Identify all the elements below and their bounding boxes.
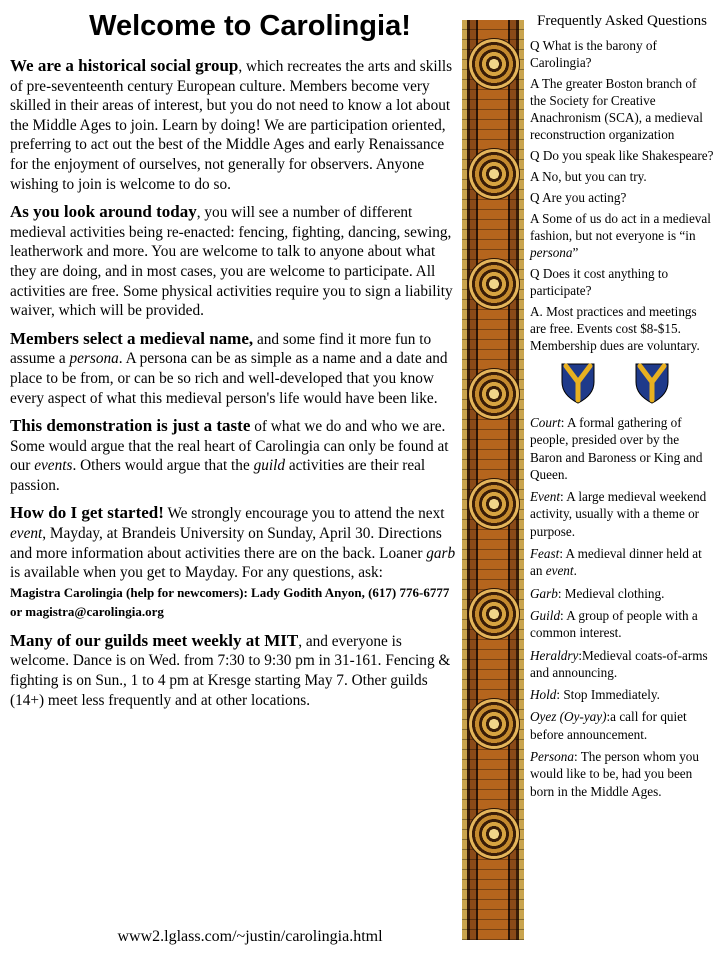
guilds-lead: Many of our guilds meet weekly at MIT	[10, 630, 299, 650]
faq-line: A The greater Boston branch of the Society for Creative Anachronism (SCA), a medieval reconstruction organization	[530, 76, 703, 142]
guild-italic: guild	[253, 457, 286, 475]
faq-line: Q Do you speak like Shakespeare?	[530, 148, 714, 163]
celtic-knot-icon	[468, 588, 520, 640]
faq-line: A. Most practices and meetings are free. Events cost $8-$15. Membership dues are voluntary.	[530, 304, 700, 353]
get-started-text-2: , Mayday, at Brandeis University on Sunday, April 30. Directions and more information about activities there are on the back. Loaner	[10, 525, 442, 562]
glossary-def: : A formal gathering of people, presided over by the Baron and Baroness or King and Queen.	[530, 415, 703, 482]
glossary-def: : A medieval dinner held at an	[530, 546, 702, 579]
demonstration-text-1: of what we do and who we are. Some would argue that the real heart of Carolingia can only be found at our	[10, 418, 449, 475]
glossary-def: :a call for quiet before announcement.	[530, 709, 687, 742]
glossary-entry	[530, 488, 714, 540]
contact-info: Magistra Carolingia (help for newcomers): Lady Godith Anyon, (617) 776-6777 or magistra@carolingia.org	[10, 584, 450, 619]
events-italic: events	[34, 457, 73, 475]
get-started-text-1: We strongly encourage you to attend the next	[163, 505, 445, 523]
guilds-text: , and everyone is welcome. Dance is on Wed. from 7:30 to 9:30 pm in 31-161. Fencing & fighting is on Sun., 1 to 4 pm at Kresge starting May 7. Other guilds (14+) meet less frequently and at other locations.	[10, 632, 451, 709]
glossary-entry	[530, 585, 714, 602]
persona-lead: Members select a medieval name,	[10, 328, 254, 348]
celtic-knot-icon	[468, 368, 520, 420]
intro-text: , which recreates the arts and skills of pre-seventeenth century European culture. Members become very skilled in their areas of interest, but you do not need to know a lot about the Middle Ages to join. Learn by doing! We are participation oriented, preferring to act out the best of the Middle Ages and early Renaissance for the enjoyment of ourselves, not generally for observers. Anyone wishing to join is welcome to do so.	[10, 58, 453, 193]
activities-text: , you will see a number of different medieval activities being re-enacted: fencing, fighting, dancing, sewing, leatherwork and more. You are welcome to talk to anyone about what they are doing, and in most cases, you are welcome to participate. All activities are free. Some physical activities require you to sign a liability waiver, which will be provided.	[10, 204, 453, 320]
get-started-text-3: is available when you get to Mayday. For any questions, ask:	[10, 564, 383, 582]
glossary-term: Feast	[530, 546, 560, 562]
persona-text-1: and some find it more fun to assume a	[10, 330, 432, 368]
guilds-paragraph	[10, 631, 462, 710]
persona-italic: persona	[530, 245, 573, 260]
celtic-knot-icon	[468, 808, 520, 860]
glossary-def: : A large medieval weekend activity, usually with a theme or purpose.	[530, 489, 707, 539]
get-started-lead: How do I get started!	[10, 503, 164, 523]
website-url[interactable]: www2.lglass.com/~justin/carolingia.html	[117, 928, 383, 945]
garb-italic: garb	[426, 544, 456, 562]
main-column	[10, 56, 462, 718]
glossary-term: Persona	[530, 749, 574, 765]
event-italic: event	[10, 525, 43, 543]
glossary-term: Garb	[530, 585, 558, 601]
glossary-entry	[530, 414, 714, 483]
faq-line	[530, 210, 714, 261]
celtic-knot-icon	[468, 38, 520, 90]
persona-italic: persona	[69, 350, 119, 368]
persona-text-2: . A persona can be as simple as a name and a date and place to be from, or can be so rich and well-developed that you know every aspect of what this medieval person's life would have been like.	[10, 350, 448, 407]
carolingia-shield-icon	[560, 362, 596, 404]
quote-close: ”	[572, 245, 579, 260]
glossary-term: Guild	[530, 607, 561, 623]
glossary-def-end: .	[573, 563, 577, 579]
glossary-def: : The person whom you would like to be, had you been born in the Middle Ages.	[530, 749, 699, 799]
glossary	[530, 414, 714, 800]
faq-title: Frequently Asked Questions	[537, 13, 707, 29]
shields-row	[530, 362, 714, 404]
glossary-entry	[530, 545, 714, 580]
glossary-entry	[530, 748, 714, 800]
glossary-def: : A group of people with a common interest.	[530, 607, 698, 641]
glossary-def: : Medieval clothing.	[557, 585, 665, 601]
get-started-paragraph	[10, 503, 462, 620]
faq-line: Q What is the barony of Carolingia?	[530, 38, 657, 70]
faq-line: A No, but you can try.	[530, 169, 647, 184]
demonstration-text-2: . Others would argue that the	[72, 457, 254, 475]
faq-line: Q Does it cost anything to participate?	[530, 266, 669, 298]
faq-column	[530, 12, 714, 805]
page-title: Welcome to Carolingia!	[89, 10, 411, 42]
faq-acting-answer: A Some of us do act in a medieval fashion, but not everyone is “in	[530, 211, 711, 243]
glossary-term: Event	[530, 489, 561, 505]
demonstration-paragraph	[10, 416, 462, 495]
celtic-knot-icon	[468, 148, 520, 200]
glossary-term: Heraldry	[530, 647, 579, 663]
glossary-def-italic: event	[545, 563, 574, 579]
glossary-entry	[530, 647, 714, 682]
glossary-term: Court	[530, 415, 561, 430]
glossary-def: : Stop Immediately.	[556, 687, 660, 703]
persona-paragraph	[10, 329, 462, 408]
glossary-entry	[530, 686, 714, 703]
celtic-knot-icon	[468, 698, 520, 750]
glossary-term: Hold	[530, 687, 557, 703]
celtic-knot-icon	[468, 258, 520, 310]
glossary-entry	[530, 607, 714, 642]
celtic-knot-icon	[468, 478, 520, 530]
glossary-entry	[530, 708, 714, 743]
intro-paragraph	[10, 56, 462, 194]
glossary-term: Oyez (Oy-yay)	[530, 709, 607, 725]
glossary-def: :Medieval coats-of-arms and announcing.	[530, 647, 708, 680]
activities-lead: As you look around today	[10, 202, 197, 222]
activities-paragraph	[10, 202, 462, 321]
faq-line: Q Are you acting?	[530, 190, 627, 205]
intro-lead: We are a historical social group	[10, 56, 239, 75]
carolingia-shield-icon	[634, 362, 670, 404]
demonstration-text-3: activities are their real passion.	[10, 457, 426, 494]
demonstration-lead: This demonstration is just a taste	[10, 416, 251, 436]
